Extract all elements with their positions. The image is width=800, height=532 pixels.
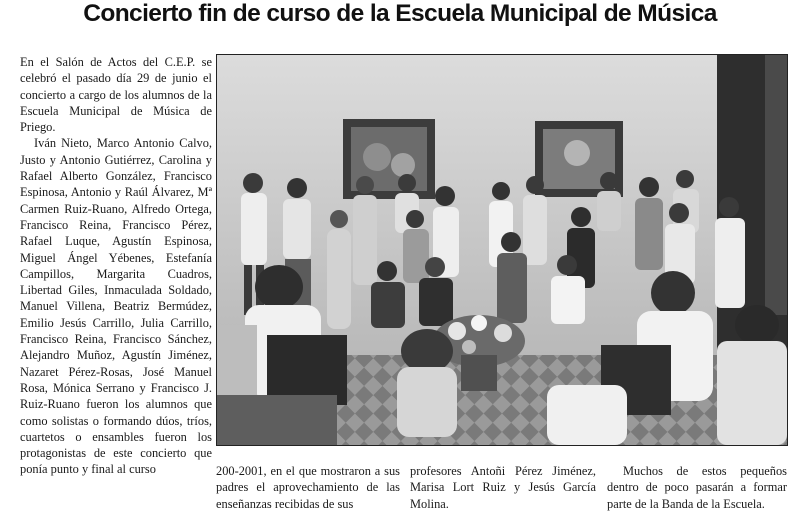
bottom-column-1-text: 200-2001, en el que mostraron a sus padres el aprovechamiento de las enseñanzas recibidas de sus: [216, 464, 400, 511]
intro-paragraph: En el Salón de Actos del C.E.P. se celebró el pasado día 29 de junio el concierto a cargo de los alumnos de la Escuela Municipal de Música de Priego.: [20, 55, 212, 135]
students-paragraph: Iván Nieto, Marco Antonio Calvo, Justo y Antonio Gutiérrez, Carolina y Rafael Alberto González, Francisco Espinosa, Antonio y Raúl Álvarez, Mª Carmen Ruiz-Ruano, Alfredo Ortega, Francisco Reina, Francisco Pérez, Rafael Luque, Agustín Espinosa, Miguel Ángel Yébenes, Estefanía Campillos, Margarita Cuadros, Libertad Giles, Inmaculada Soldado, Manuel Villena, Beatriz Bermúdez, Emilio Jesús Carrillo, Julia Carrillo, Francisco Reina, Francisco Sánchez, Alejandro Muñoz, Agustín Jiménez, Nazaret Pérez-Rosas, José Manuel Rosa, Mónica Serrano y Francisco J. Ruiz-Ruano fueron los alumnos que como solistas o formando dúos, tríos, cuartetos o ensambles fueron los protagonistas de este concierto que ponía punto y final al curso: [20, 136, 212, 477]
article-left-column: [20, 54, 212, 478]
article-headline: Concierto fin de curso de la Escuela Municipal de Música: [83, 0, 717, 27]
article-bottom-column-2: [410, 463, 596, 512]
bottom-column-3-text: Muchos de estos pequeños dentro de poco pasarán a formar parte de la Banda de la Escuela.: [607, 464, 787, 511]
concert-photo-image: [217, 55, 787, 445]
article-bottom-column-3: [607, 463, 787, 512]
bottom-column-2-text: profesores Antoñi Pérez Jiménez, Marisa Lort Ruiz y Jesús García Molina.: [410, 464, 596, 511]
article-bottom-column-1: [216, 463, 400, 512]
concert-photo: [216, 54, 788, 446]
